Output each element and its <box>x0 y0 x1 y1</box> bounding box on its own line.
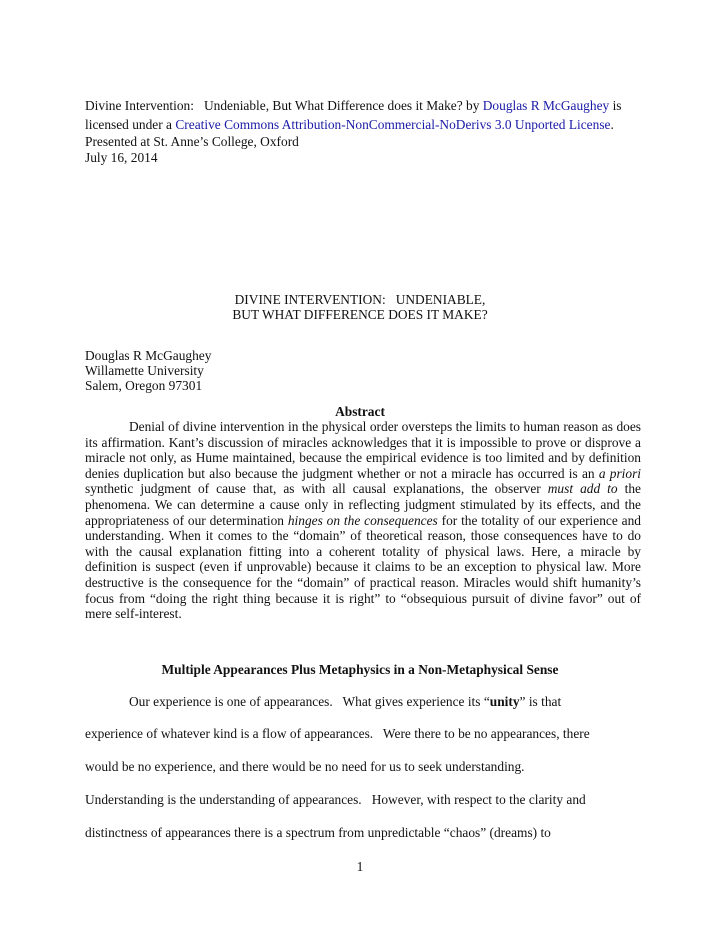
author-location: Salem, Oregon 97301 <box>85 378 203 393</box>
paper-title-line-2: BUT WHAT DIFFERENCE DOES IT MAKE? <box>232 307 488 322</box>
presented-at: Presented at St. Anne’s College, Oxford <box>85 134 299 149</box>
author-name: Douglas R McGaughey <box>85 348 212 363</box>
body-line-4: Understanding is the understanding of appearances. However, with respect to the clarity and <box>85 792 586 807</box>
abstract-text-1: Denial of divine intervention in the physical order oversteps the limits to human reason as does its affirmation. Kant’s discussion of miracles acknowledges that it is impossible to prove or disprove a miracle not only, as Hume maintained, because the empirical evidence is too limited and by definition denies duplication but also because the judgment whether or not a miracle has occurred is an <box>85 419 641 481</box>
presentation-date: July 16, 2014 <box>85 150 158 165</box>
body-line-2: experience of whatever kind is a flow of appearances. Were there to be no appearances, there <box>85 726 590 741</box>
license-is-text: is <box>609 98 622 113</box>
body-line-3: would be no experience, and there would be no need for us to seek understanding. <box>85 759 525 774</box>
license-title-text: Divine Intervention: Undeniable, But What Difference does it Make? by <box>85 98 483 113</box>
abstract-paragraph <box>85 419 641 622</box>
page-number: 1 <box>356 859 364 874</box>
license-line-1 <box>85 98 622 113</box>
paper-title-line-1: DIVINE INTERVENTION: UNDENIABLE, <box>234 292 486 307</box>
licensed-under-text: licensed under a <box>85 117 176 132</box>
body-line-1-b: ” is that <box>519 694 562 709</box>
abstract-text-4: for the totality of our experience and understanding. When it comes to the “domain” of theoretical reason, those consequences have to do with the causal explanation fitting into a coherent totality of physical laws. Here, a miracle by definition is suspect (even if unprovable) because it claims to be an exception to physical law. More destructive is the consequence for the “domain” of practical reason. Miracles would shift humanity’s focus from “doing the right thing because it is right” to “obsequious pursuit of divine favor” out of mere self-interest. <box>85 512 641 622</box>
body-line-1-a: Our experience is one of appearances. What gives experience its “ <box>129 694 490 709</box>
license-link[interactable]: Creative Commons Attribution-NonCommercial-NoDerivs 3.0 Unported License <box>175 117 611 132</box>
author-link[interactable]: Douglas R McGaughey <box>482 98 610 113</box>
license-period: . <box>610 117 614 132</box>
abstract-italic-2: must add to <box>547 481 618 497</box>
abstract-heading: Abstract <box>335 404 385 419</box>
unity-bold: unity <box>489 694 520 709</box>
abstract-italic-3: hinges on the consequences <box>287 512 438 528</box>
abstract-italic-1: a priori <box>598 465 642 481</box>
body-line-5: distinctness of appearances there is a spectrum from unpredictable “chaos” (dreams) to <box>85 825 551 840</box>
abstract-text-2: synthetic judgment of cause that, as with all causal explanations, the observer <box>85 481 548 497</box>
abstract-text-3: the phenomena. We can determine a cause only in reflecting judgment stimulated by its effects, and the appropriateness of our determination <box>85 481 641 528</box>
abstract-body <box>85 419 641 622</box>
license-line-2 <box>85 117 614 132</box>
author-institution: Willamette University <box>85 363 204 378</box>
section-heading: Multiple Appearances Plus Metaphysics in a Non-Metaphysical Sense <box>161 662 559 677</box>
body-line-1 <box>129 694 641 710</box>
